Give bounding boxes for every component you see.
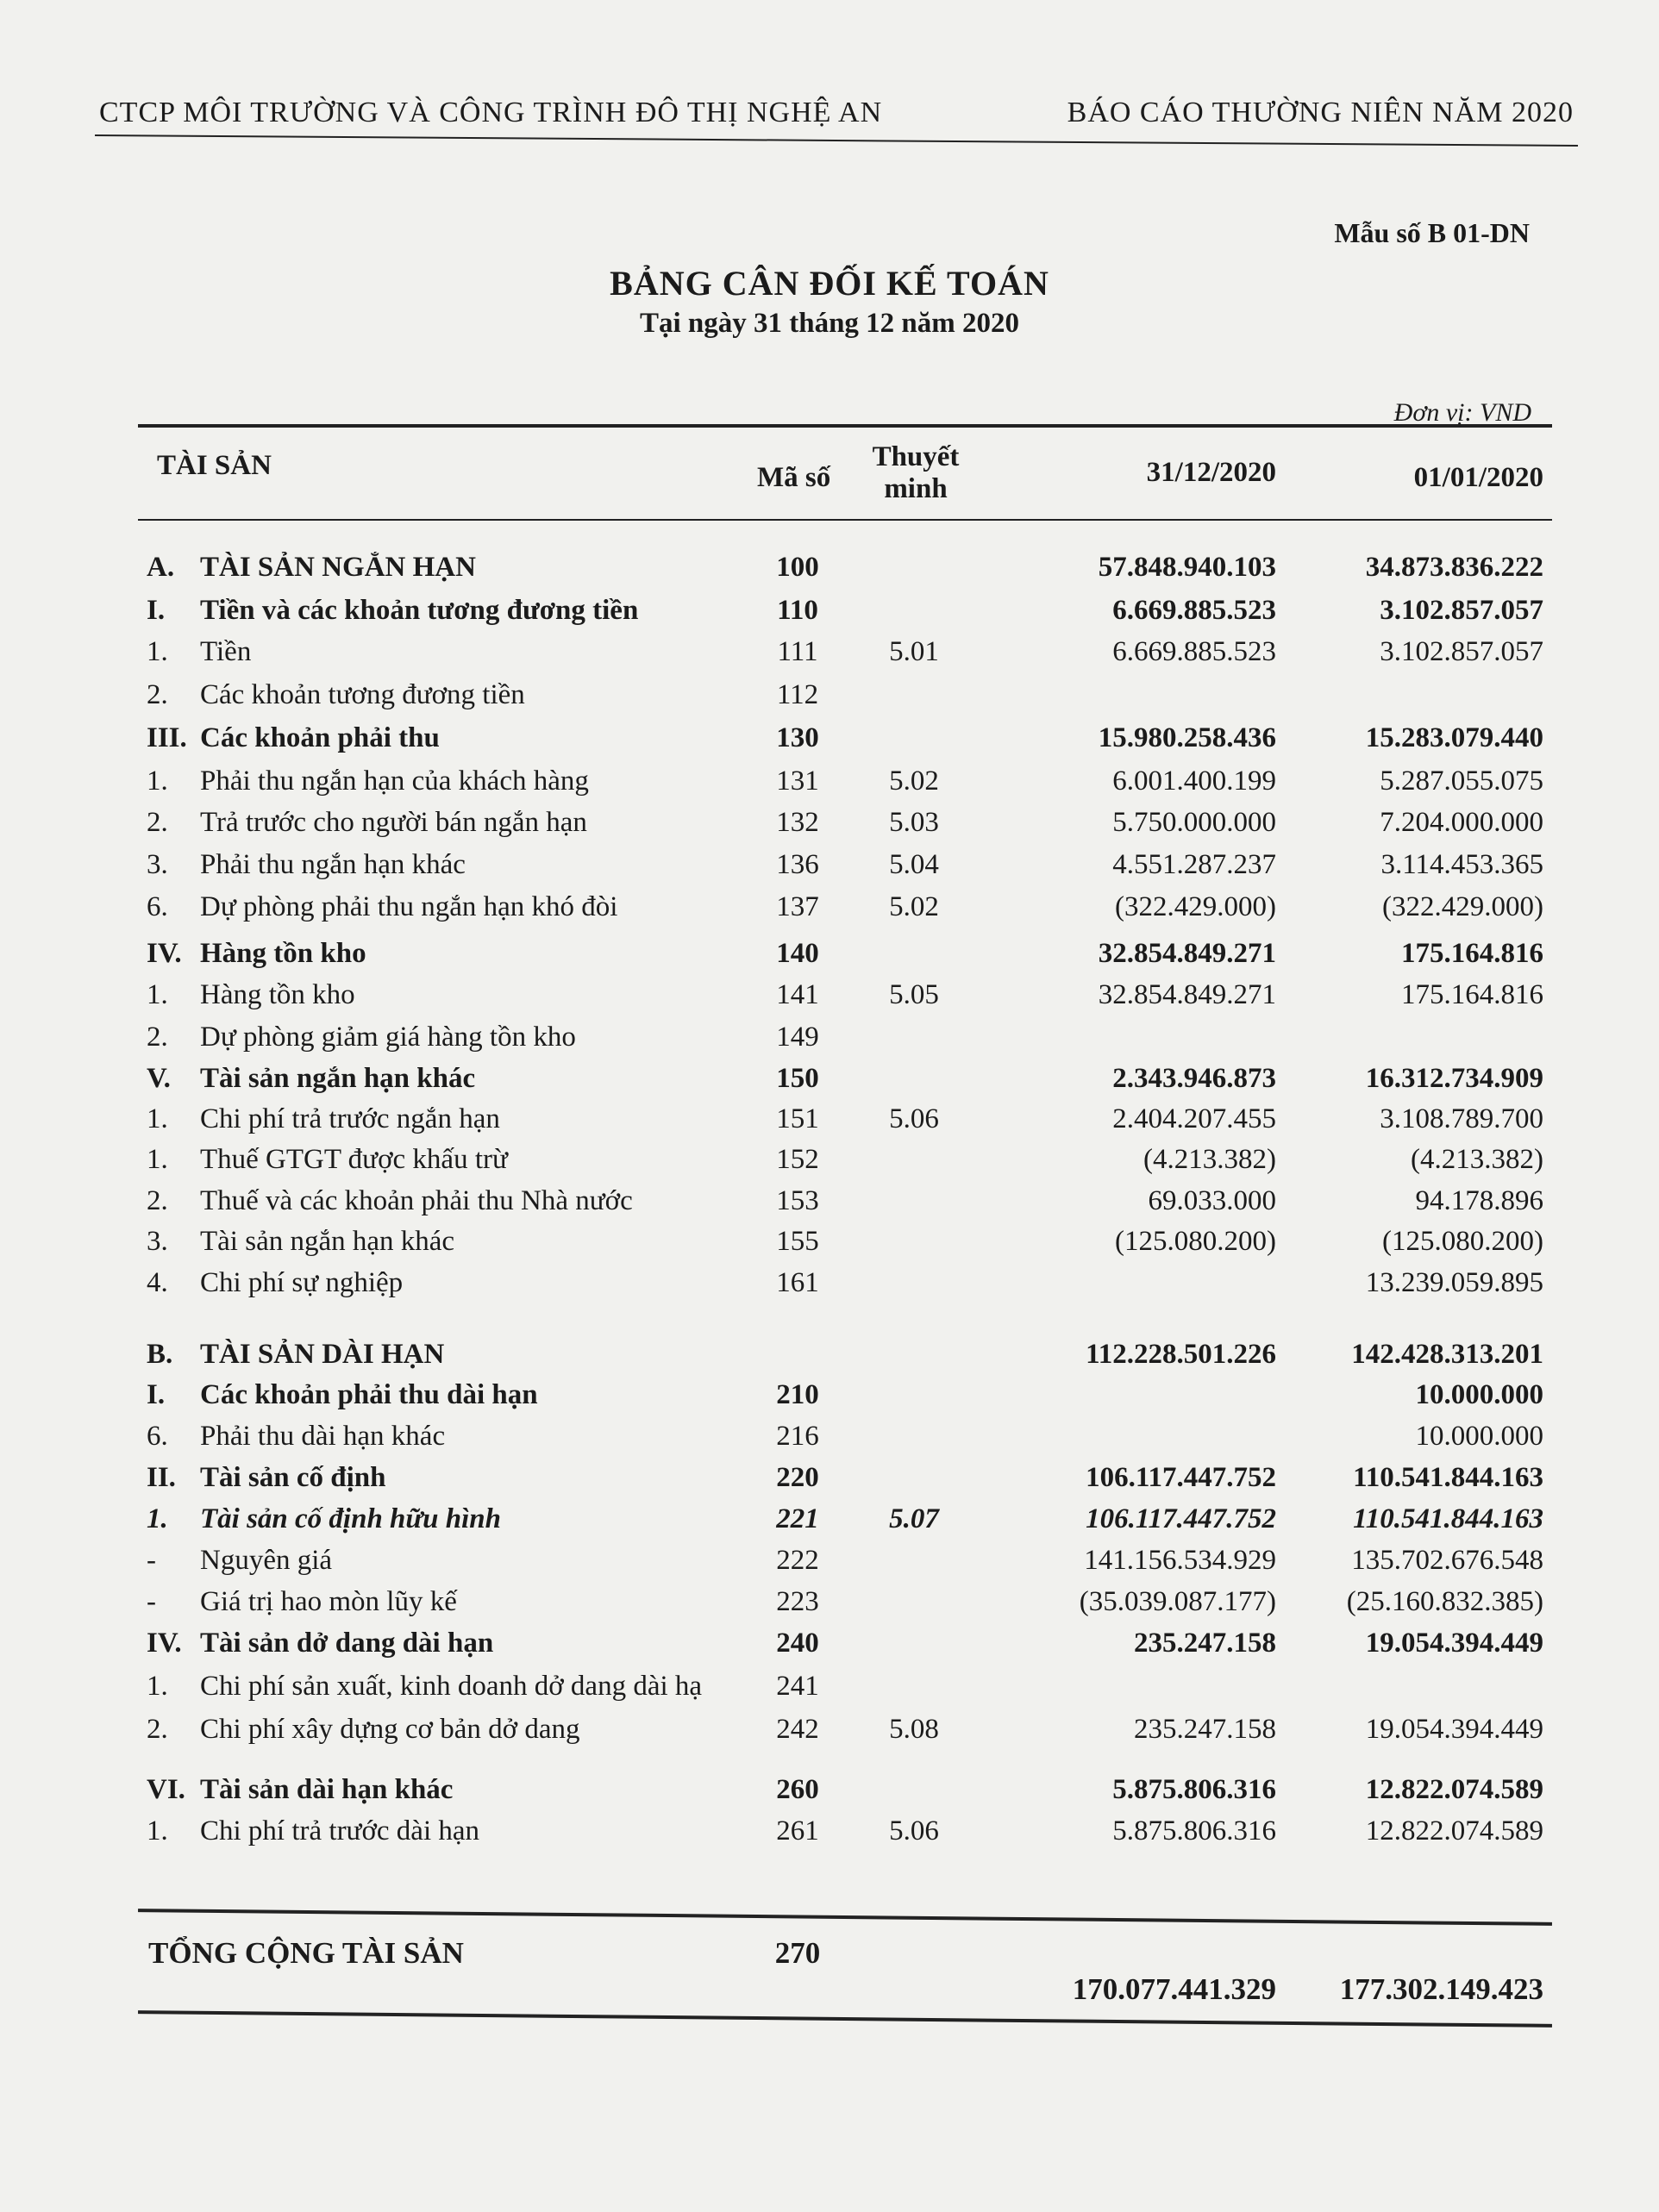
table-row [0,938,1659,979]
row-number: I. [147,1379,166,1410]
company-name: CTCP MÔI TRƯỜNG VÀ CÔNG TRÌNH ĐÔ THỊ NGHỆ AN [99,97,883,128]
row-number: II. [147,1462,176,1493]
row-current-value: 5.875.806.316 [1112,1815,1276,1846]
row-current-value: 4.551.287.237 [1112,849,1276,880]
row-note: 5.02 [889,891,939,922]
total-row [0,1936,1659,2006]
row-previous-value: 3.102.857.057 [1380,636,1543,667]
col-header-note-line2: minh [884,473,948,504]
row-previous-value: 3.108.789.700 [1380,1103,1543,1134]
table-row [0,1545,1659,1586]
row-code: 161 [776,1267,819,1298]
row-current-value: 32.854.849.271 [1098,938,1276,969]
table-row [0,1103,1659,1145]
row-code: 241 [776,1671,819,1702]
row-label: Dự phòng giảm giá hàng tồn kho [200,1022,576,1053]
table-row [0,807,1659,848]
row-label: Chi phí trả trước dài hạn [200,1815,480,1846]
row-previous-value: 175.164.816 [1401,938,1543,969]
table-row [0,1774,1659,1815]
table-row [0,1144,1659,1185]
table-row [0,1022,1659,1063]
row-code: 132 [776,807,819,838]
row-label: Chi phí sản xuất, kinh doanh dở dang dài hạ [200,1671,703,1702]
row-number: IV. [147,1628,182,1659]
row-label: Chi phí xây dựng cơ bản dở dang [200,1714,580,1745]
table-row [0,1267,1659,1309]
table-top-rule [138,424,1552,428]
row-code: 155 [776,1226,819,1257]
row-current-value: 141.156.534.929 [1084,1545,1276,1576]
row-previous-value: 110.541.844.163 [1353,1503,1543,1534]
row-number: 1. [147,1503,168,1534]
currency-unit: Đơn vị: VND [1393,398,1531,427]
row-code: 151 [776,1103,819,1134]
row-code: 150 [776,1063,819,1094]
row-code: 140 [776,938,819,969]
row-current-value: 15.980.258.436 [1098,722,1276,753]
row-code: 136 [776,849,819,880]
row-current-value: 2.404.207.455 [1112,1103,1276,1134]
table-row [0,1063,1659,1104]
form-code: Mẫu số B 01-DN [1334,217,1530,248]
row-note: 5.02 [889,765,939,797]
row-current-value: 6.001.400.199 [1112,765,1276,797]
row-label: Tài sản dài hạn khác [200,1774,454,1805]
row-number: B. [147,1339,173,1370]
row-code: 111 [777,636,818,667]
row-code: 216 [776,1421,819,1452]
table-row [0,1628,1659,1669]
row-code: 149 [776,1022,819,1053]
row-note: 5.06 [889,1815,939,1846]
row-previous-value: 19.054.394.449 [1365,1714,1543,1745]
row-label: Tài sản dở dang dài hạn [200,1628,494,1659]
row-label: Tài sản ngắn hạn khác [200,1063,476,1094]
row-number: III. [147,722,187,753]
row-note: 5.04 [889,849,939,880]
row-number: 1. [147,765,168,797]
total-current: 170.077.441.329 [1072,1972,1276,2006]
row-previous-value: 19.054.394.449 [1365,1628,1543,1659]
row-note: 5.01 [889,636,939,667]
row-number: 6. [147,891,168,922]
row-previous-value: 34.873.836.222 [1365,552,1543,583]
row-current-value: 106.117.447.752 [1086,1462,1276,1493]
table-row [0,1339,1659,1380]
col-header-code: Mã số [757,462,831,493]
table-row [0,552,1659,593]
table-row [0,1586,1659,1628]
row-label: Thuế GTGT được khấu trừ [200,1144,508,1175]
row-code: 153 [776,1185,819,1216]
row-label: Hàng tồn kho [200,938,366,969]
row-code: 240 [776,1628,819,1659]
row-code: 152 [776,1144,819,1175]
header-divider [95,134,1578,147]
col-header-current: 31/12/2020 [1146,457,1276,488]
row-previous-value: 3.102.857.057 [1380,595,1543,626]
row-label: Phải thu ngắn hạn của khách hàng [200,765,589,797]
table-row [0,1503,1659,1545]
row-current-value: 32.854.849.271 [1098,979,1276,1010]
table-row [0,595,1659,636]
row-label: Tài sản cố định [200,1462,386,1493]
row-code: 223 [776,1586,819,1617]
total-top-rule [138,1909,1552,1926]
row-number: 1. [147,636,168,667]
row-number: 1. [147,1815,168,1846]
row-note: 5.05 [889,979,939,1010]
row-previous-value: 10.000.000 [1415,1379,1543,1410]
row-number: 3. [147,849,168,880]
row-code: 260 [776,1774,819,1805]
row-previous-value: (322.429.000) [1382,891,1543,922]
table-row [0,722,1659,764]
row-number: A. [147,552,175,583]
row-number: 1. [147,1144,168,1175]
table-row [0,1421,1659,1462]
row-previous-value: (4.213.382) [1411,1144,1543,1175]
row-number: V. [147,1063,171,1094]
row-number: 2. [147,1022,168,1053]
total-code: 270 [774,1936,821,1970]
row-previous-value: 16.312.734.909 [1365,1063,1543,1094]
col-header-asset: TÀI SẢN [157,450,272,481]
row-previous-value: 7.204.000.000 [1380,807,1543,838]
row-number: 2. [147,807,168,838]
table-row [0,891,1659,933]
row-code: 242 [776,1714,819,1745]
document-title: BẢNG CÂN ĐỐI KẾ TOÁN [610,264,1049,303]
row-previous-value: 5.287.055.075 [1380,765,1543,797]
row-previous-value: 94.178.896 [1415,1185,1543,1216]
total-bottom-rule [138,2010,1552,2028]
table-row [0,1671,1659,1712]
row-number: 2. [147,1185,168,1216]
row-code: 220 [776,1462,819,1493]
row-number: - [147,1586,156,1617]
row-current-value: 235.247.158 [1134,1714,1276,1745]
row-code: 141 [776,979,819,1010]
row-label: Dự phòng phải thu ngắn hạn khó đòi [200,891,618,922]
table-row [0,979,1659,1021]
row-label: Giá trị hao mòn lũy kế [200,1586,457,1617]
row-current-value: 106.117.447.752 [1086,1503,1276,1534]
document-subtitle: Tại ngày 31 tháng 12 năm 2020 [639,308,1020,339]
row-label: Tài sản cố định hữu hình [200,1503,501,1534]
row-previous-value: 142.428.313.201 [1351,1339,1543,1370]
row-number: 6. [147,1421,168,1452]
row-label: Trả trước cho người bán ngắn hạn [200,807,587,838]
row-code: 112 [776,679,819,710]
row-code: 222 [776,1545,819,1576]
col-header-note-line1: Thuyết [872,441,960,472]
row-number: - [147,1545,156,1576]
row-label: Chi phí trả trước ngắn hạn [200,1103,500,1134]
row-code: 137 [776,891,819,922]
row-label: Chi phí sự nghiệp [200,1267,404,1298]
row-label: TÀI SẢN DÀI HẠN [200,1339,445,1370]
row-previous-value: 15.283.079.440 [1365,722,1543,753]
row-current-value: (35.039.087.177) [1079,1586,1276,1617]
row-number: IV. [147,938,182,969]
row-note: 5.03 [889,807,939,838]
row-code: 100 [776,552,819,583]
table-row [0,1226,1659,1267]
row-label: Phải thu ngắn hạn khác [200,849,466,880]
row-label: Nguyên giá [200,1545,333,1576]
row-previous-value: 13.239.059.895 [1365,1267,1543,1298]
table-row [0,679,1659,721]
row-label: Các khoản phải thu [200,722,440,753]
row-code: 261 [776,1815,819,1846]
row-previous-value: (125.080.200) [1382,1226,1543,1257]
row-previous-value: 110.541.844.163 [1353,1462,1543,1493]
row-label: TÀI SẢN NGẮN HẠN [200,552,476,583]
table-row [0,1379,1659,1421]
row-number: 3. [147,1226,168,1257]
table-row [0,765,1659,807]
row-number: 1. [147,979,168,1010]
row-note: 5.06 [889,1103,939,1134]
row-label: Thuế và các khoản phải thu Nhà nước [200,1185,633,1216]
row-label: Các khoản tương đương tiền [200,679,525,710]
row-previous-value: 175.164.816 [1401,979,1543,1010]
row-number: 1. [147,1103,168,1134]
report-name: BÁO CÁO THƯỜNG NIÊN NĂM 2020 [1067,97,1574,128]
row-number: 2. [147,1714,168,1745]
row-current-value: 5.875.806.316 [1112,1774,1276,1805]
row-previous-value: (25.160.832.385) [1346,1586,1543,1617]
row-number: 2. [147,679,168,710]
row-current-value: 2.343.946.873 [1112,1063,1276,1094]
row-previous-value: 3.114.453.365 [1380,849,1543,880]
row-label: Tiền và các khoản tương đương tiền [200,595,639,626]
row-current-value: 57.848.940.103 [1098,552,1276,583]
running-header [99,97,1574,129]
row-label: Tài sản ngắn hạn khác [200,1226,455,1257]
row-current-value: (4.213.382) [1143,1144,1276,1175]
row-label: Các khoản phải thu dài hạn [200,1379,538,1410]
row-current-value: (322.429.000) [1115,891,1276,922]
row-current-value: 69.033.000 [1148,1185,1276,1216]
table-row [0,1714,1659,1755]
row-note: 5.08 [889,1714,939,1745]
total-previous: 177.302.149.423 [1339,1972,1543,2006]
row-label: Phải thu dài hạn khác [200,1421,446,1452]
table-header-rule [138,519,1552,521]
row-number: VI. [147,1774,185,1805]
row-number: 4. [147,1267,168,1298]
row-code: 110 [777,595,818,626]
row-current-value: 112.228.501.226 [1086,1339,1276,1370]
row-label: Hàng tồn kho [200,979,355,1010]
table-row [0,1815,1659,1857]
col-header-previous: 01/01/2020 [1413,462,1543,493]
table-row [0,849,1659,890]
total-label: TỔNG CỘNG TÀI SẢN [148,1936,464,1970]
row-current-value: 235.247.158 [1134,1628,1276,1659]
table-row [0,1462,1659,1503]
row-code: 131 [776,765,819,797]
row-current-value: 6.669.885.523 [1112,595,1276,626]
row-previous-value: 10.000.000 [1415,1421,1543,1452]
row-current-value: 5.750.000.000 [1112,807,1276,838]
row-label: Tiền [200,636,252,667]
row-code: 221 [776,1503,819,1534]
table-row [0,1185,1659,1227]
row-previous-value: 12.822.074.589 [1365,1815,1543,1846]
table-row [0,636,1659,678]
row-number: 1. [147,1671,168,1702]
row-note: 5.07 [889,1503,939,1534]
col-header-note [864,441,967,505]
row-code: 130 [776,722,819,753]
row-previous-value: 12.822.074.589 [1365,1774,1543,1805]
row-number: I. [147,595,166,626]
row-previous-value: 135.702.676.548 [1351,1545,1543,1576]
row-current-value: (125.080.200) [1115,1226,1276,1257]
row-code: 210 [776,1379,819,1410]
row-current-value: 6.669.885.523 [1112,636,1276,667]
